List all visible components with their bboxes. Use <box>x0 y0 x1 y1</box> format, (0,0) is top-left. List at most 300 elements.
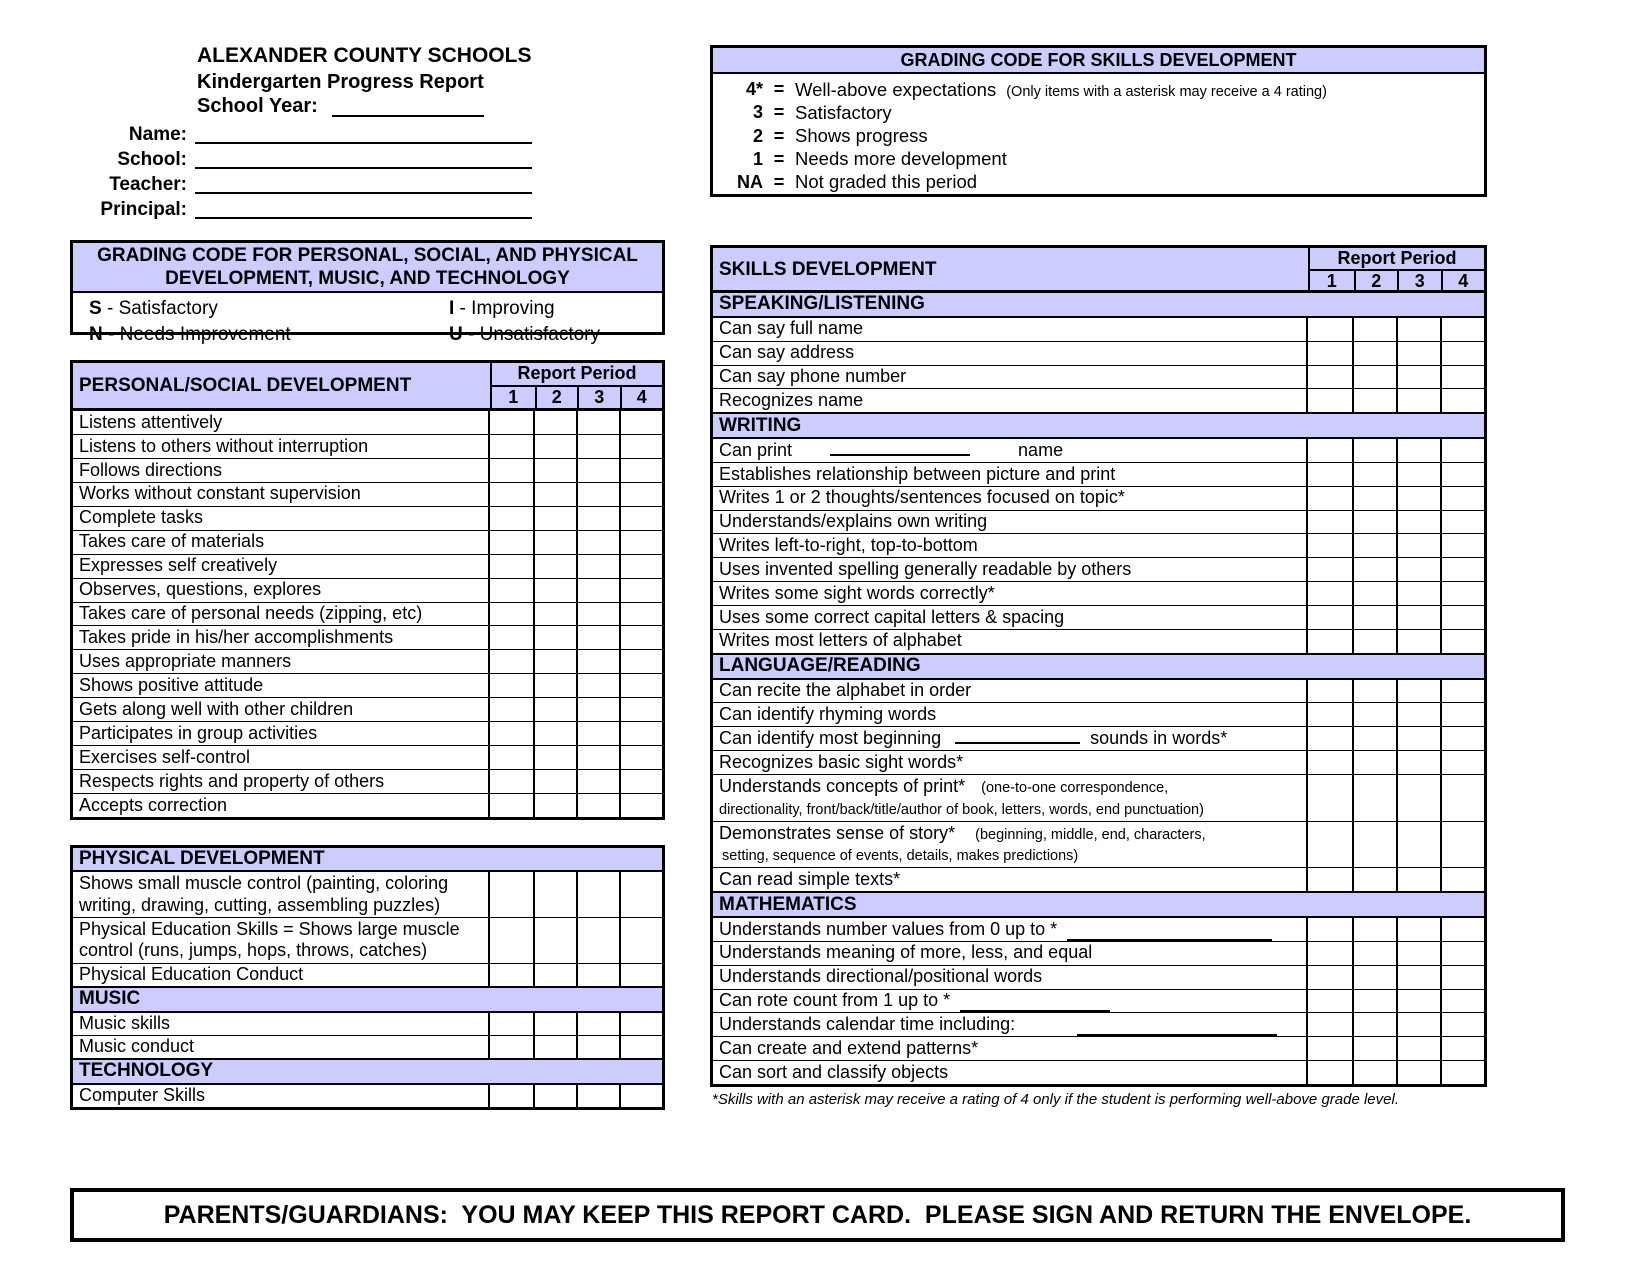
rating-cell-period-1[interactable] <box>490 722 533 745</box>
rating-cell-period-4[interactable] <box>1440 727 1484 750</box>
rating-cell-period-2[interactable] <box>1352 751 1396 774</box>
rating-cell-period-3[interactable] <box>1396 606 1440 629</box>
rating-cell-period-4[interactable] <box>619 603 662 626</box>
row-label <box>713 966 1308 989</box>
rating-cell-period-3[interactable] <box>1396 990 1440 1013</box>
rating-cell-period-1[interactable] <box>490 411 533 434</box>
rating-cell-period-3[interactable] <box>1396 751 1440 774</box>
rating-cell-period-4[interactable] <box>619 722 662 745</box>
rating-cell-period-1[interactable] <box>490 435 533 458</box>
rating-cell-period-3[interactable] <box>576 794 619 817</box>
report-period-4: 4 <box>1441 271 1485 292</box>
rating-cell-period-4[interactable] <box>619 435 662 458</box>
rating-cell-period-3[interactable] <box>1396 727 1440 750</box>
text-segment: setting, sequence of events, details, makes predictions) <box>722 848 1079 865</box>
rating-cell-period-4[interactable] <box>619 531 662 554</box>
rating-cell-period-1[interactable] <box>1308 966 1352 989</box>
rating-cell-period-3[interactable] <box>1396 942 1440 965</box>
rating-cell-period-2[interactable] <box>1352 868 1396 891</box>
rating-cell-period-2[interactable] <box>533 483 576 506</box>
row-label <box>713 990 1308 1013</box>
rating-cell-period-2[interactable] <box>1352 1061 1396 1084</box>
rating-cell-period-4[interactable] <box>1440 582 1484 605</box>
rating-cell-period-1[interactable] <box>490 555 533 578</box>
rating-cell-period-4[interactable] <box>619 1013 662 1035</box>
row-label <box>713 1061 1308 1084</box>
rating-cell-period-2[interactable] <box>533 770 576 793</box>
rating-cell-period-2[interactable] <box>1352 487 1396 510</box>
row-label <box>73 964 490 986</box>
rating-cell-period-4[interactable] <box>619 918 662 963</box>
text-segment: Establishes relationship between picture and print <box>719 463 1116 484</box>
row-label <box>73 698 490 721</box>
school-year-label: School Year: <box>197 95 318 117</box>
grading-code-skills-title: GRADING CODE FOR SKILLS DEVELOPMENT <box>713 48 1484 74</box>
table-row <box>713 680 1484 703</box>
rating-cell-period-2[interactable] <box>533 918 576 963</box>
rating-cell-period-3[interactable] <box>576 411 619 434</box>
rating-cell-period-2[interactable] <box>533 531 576 554</box>
grading-code-personal-title-line2: DEVELOPMENT, MUSIC, AND TECHNOLOGY <box>165 268 570 289</box>
row-label <box>73 872 490 917</box>
rating-cell-period-2[interactable] <box>533 1013 576 1035</box>
text-segment: Works without constant supervision <box>79 483 361 504</box>
rating-cell-period-4[interactable] <box>1440 990 1484 1013</box>
row-label <box>713 582 1308 605</box>
text-segment: Gets along well with other children <box>79 698 354 719</box>
personal-social-table-header <box>73 363 662 411</box>
row-label <box>713 318 1308 341</box>
grading-code-letter: U <box>449 324 463 345</box>
rating-cell-period-2[interactable] <box>1352 511 1396 534</box>
grading-code-description: Satisfactory <box>795 101 892 123</box>
rating-cell-period-1[interactable] <box>1308 511 1352 534</box>
rating-cell-period-4[interactable] <box>1440 822 1484 868</box>
rating-cell-period-1[interactable] <box>1308 775 1352 821</box>
grading-code-personal-title <box>73 243 662 293</box>
rating-cell-period-2[interactable] <box>1352 389 1396 412</box>
rating-cell-period-2[interactable] <box>1352 990 1396 1013</box>
table-row <box>73 917 662 963</box>
fill-in-blank[interactable] <box>955 730 1080 744</box>
table-row <box>713 462 1484 486</box>
rating-cell-period-1[interactable] <box>1308 868 1352 891</box>
rating-cell-period-3[interactable] <box>576 603 619 626</box>
rating-cell-period-1[interactable] <box>490 579 533 602</box>
rating-cell-period-2[interactable] <box>533 964 576 986</box>
rating-cell-period-4[interactable] <box>619 770 662 793</box>
rating-cell-period-2[interactable] <box>1352 703 1396 726</box>
rating-cell-period-2[interactable] <box>1352 1037 1396 1060</box>
grading-code-description: Needs more development <box>795 148 1007 170</box>
rating-cell-period-1[interactable] <box>1308 606 1352 629</box>
rating-cell-period-1[interactable] <box>1308 727 1352 750</box>
rating-cell-period-3[interactable] <box>1396 918 1440 941</box>
text-segment: (beginning, middle, end, characters, <box>975 826 1206 843</box>
text-segment: Respects rights and property of others <box>79 770 385 791</box>
text-segment: Uses invented spelling generally readable by others <box>719 558 1132 579</box>
table-row <box>73 793 662 817</box>
table-row <box>713 510 1484 534</box>
rating-cell-period-3[interactable] <box>1396 463 1440 486</box>
rating-cell-period-1[interactable] <box>490 770 533 793</box>
rating-cell-period-1[interactable] <box>1308 990 1352 1013</box>
rating-cell-period-2[interactable] <box>533 411 576 434</box>
rating-cell-period-4[interactable] <box>1440 1061 1484 1084</box>
row-label <box>713 342 1308 365</box>
rating-cell-period-1[interactable] <box>490 746 533 769</box>
rating-cell-period-2[interactable] <box>533 674 576 697</box>
row-label <box>73 1036 490 1058</box>
rating-cell-period-4[interactable] <box>1440 318 1484 341</box>
rating-cell-period-3[interactable] <box>576 918 619 963</box>
rating-cell-period-1[interactable] <box>490 872 533 917</box>
grading-code-desc-cell <box>795 79 1484 101</box>
rating-cell-period-3[interactable] <box>1396 822 1440 868</box>
grading-code-note: (Only items with a asterisk may receive a 4 rating) <box>1006 83 1327 100</box>
row-label <box>73 674 490 697</box>
rating-cell-period-4[interactable] <box>619 674 662 697</box>
text-segment: Can sort and classify objects <box>719 1061 949 1082</box>
text-segment: directionality, front/back/title/author of book, letters, words, end punctuation) <box>719 801 1204 818</box>
rating-cell-period-2[interactable] <box>1352 942 1396 965</box>
rating-cell-period-1[interactable] <box>1308 630 1352 653</box>
rating-cell-period-3[interactable] <box>1396 868 1440 891</box>
rating-cell-period-2[interactable] <box>1352 727 1396 750</box>
rating-cell-period-2[interactable] <box>1352 1013 1396 1036</box>
rating-cell-period-3[interactable] <box>576 1036 619 1058</box>
rating-cell-period-3[interactable] <box>1396 582 1440 605</box>
report-period-1: 1 <box>1326 271 1337 291</box>
rating-cell-period-1[interactable] <box>490 603 533 626</box>
rating-cell-period-4[interactable] <box>1440 868 1484 891</box>
rating-cell-period-3[interactable] <box>1396 775 1440 821</box>
fill-in-blank[interactable] <box>830 442 970 456</box>
rating-cell-period-1[interactable] <box>490 918 533 963</box>
rating-cell-period-1[interactable] <box>1308 942 1352 965</box>
rating-cell-period-4[interactable] <box>619 964 662 986</box>
rating-cell-period-4[interactable] <box>619 872 662 917</box>
skills-table-body <box>713 293 1484 1084</box>
rating-cell-period-3[interactable] <box>576 435 619 458</box>
rating-cell-period-2[interactable] <box>533 579 576 602</box>
fill-in-blank[interactable] <box>960 998 1110 1012</box>
rating-cell-period-1[interactable] <box>490 964 533 986</box>
rating-cell-period-3[interactable] <box>576 674 619 697</box>
row-label <box>713 727 1308 750</box>
rating-cell-period-4[interactable] <box>619 1036 662 1058</box>
table-row <box>73 602 662 626</box>
rating-cell-period-2[interactable] <box>1352 966 1396 989</box>
grading-code-row <box>713 171 1484 194</box>
field-blank[interactable] <box>195 167 532 169</box>
rating-cell-period-3[interactable] <box>576 555 619 578</box>
rating-cell-period-3[interactable] <box>576 964 619 986</box>
field-blank[interactable] <box>195 217 532 219</box>
rating-cell-period-1[interactable] <box>1308 703 1352 726</box>
rating-cell-period-4[interactable] <box>1440 439 1484 462</box>
text-segment: Takes care of materials <box>79 531 265 552</box>
text-segment: Recognizes basic sight words* <box>719 751 964 772</box>
table-row <box>73 721 662 745</box>
rating-cell-period-4[interactable] <box>1440 1013 1484 1036</box>
rating-cell-period-4[interactable] <box>1440 775 1484 821</box>
text-segment: Exercises self-control <box>79 746 251 767</box>
rating-cell-period-2[interactable] <box>533 872 576 917</box>
rating-cell-period-3[interactable] <box>576 626 619 649</box>
rating-cell-period-1[interactable] <box>490 1036 533 1058</box>
field-label: Name: <box>128 124 187 145</box>
row-label <box>73 650 490 673</box>
rating-cell-period-3[interactable] <box>1396 487 1440 510</box>
rating-cell-period-2[interactable] <box>1352 534 1396 557</box>
row-label <box>713 463 1308 486</box>
rating-cell-period-3[interactable] <box>576 483 619 506</box>
rating-cell-period-3[interactable] <box>576 770 619 793</box>
report-period-3: 3 <box>1397 271 1441 292</box>
rating-cell-period-4[interactable] <box>619 746 662 769</box>
rating-cell-period-2[interactable] <box>1352 439 1396 462</box>
rating-cell-period-4[interactable] <box>1440 630 1484 653</box>
rating-cell-period-4[interactable] <box>1440 751 1484 774</box>
rating-cell-period-1[interactable] <box>1308 439 1352 462</box>
equals-sign: = <box>773 171 785 192</box>
rating-cell-period-2[interactable] <box>1352 366 1396 389</box>
table-row <box>713 821 1484 868</box>
rating-cell-period-2[interactable] <box>1352 463 1396 486</box>
rating-cell-period-1[interactable] <box>490 1085 533 1107</box>
rating-cell-period-3[interactable] <box>1396 389 1440 412</box>
rating-cell-period-2[interactable] <box>533 698 576 721</box>
rating-cell-period-3[interactable] <box>1396 534 1440 557</box>
rating-cell-period-3[interactable] <box>1396 1061 1440 1084</box>
rating-cell-period-2[interactable] <box>1352 680 1396 703</box>
grading-code-personal-title-line1: GRADING CODE FOR PERSONAL, SOCIAL, AND PHYSICAL <box>97 245 638 266</box>
rating-cell-period-3[interactable] <box>1396 511 1440 534</box>
student-field-row <box>70 121 540 146</box>
rating-cell-period-1[interactable] <box>1308 389 1352 412</box>
rating-cell-period-3[interactable] <box>576 579 619 602</box>
rating-cell-period-2[interactable] <box>533 650 576 673</box>
rating-cell-period-4[interactable] <box>1440 511 1484 534</box>
rating-cell-period-4[interactable] <box>1440 966 1484 989</box>
rating-cell-period-4[interactable] <box>1440 534 1484 557</box>
rating-cell-period-1[interactable] <box>1308 751 1352 774</box>
rating-cell-period-2[interactable] <box>1352 775 1396 821</box>
rating-cell-period-2[interactable] <box>533 555 576 578</box>
rating-cell-period-4[interactable] <box>1440 342 1484 365</box>
rating-cell-period-4[interactable] <box>1440 918 1484 941</box>
rating-cell-period-2[interactable] <box>1352 558 1396 581</box>
rating-cell-period-3[interactable] <box>1396 439 1440 462</box>
rating-cell-period-4[interactable] <box>1440 366 1484 389</box>
skills-table-title: SKILLS DEVELOPMENT <box>719 259 937 280</box>
rating-cell-period-1[interactable] <box>1308 918 1352 941</box>
rating-cell-period-3[interactable] <box>576 698 619 721</box>
rating-cell-period-4[interactable] <box>1440 487 1484 510</box>
rating-cell-period-1[interactable] <box>1308 1013 1352 1036</box>
rating-cell-period-1[interactable] <box>1308 822 1352 868</box>
grading-code-meaning: - Satisfactory <box>101 298 218 319</box>
rating-cell-period-4[interactable] <box>619 698 662 721</box>
rating-cell-period-1[interactable] <box>490 698 533 721</box>
table-row <box>73 769 662 793</box>
rating-cell-period-1[interactable] <box>1308 1037 1352 1060</box>
table-row <box>713 388 1484 412</box>
rating-cell-period-3[interactable] <box>1396 966 1440 989</box>
rating-cell-period-1[interactable] <box>1308 366 1352 389</box>
rating-cell-period-1[interactable] <box>490 650 533 673</box>
rating-cell-period-1[interactable] <box>490 507 533 530</box>
rating-cell-period-2[interactable] <box>533 1085 576 1107</box>
rating-cell-period-3[interactable] <box>1396 1013 1440 1036</box>
rating-cell-period-2[interactable] <box>1352 342 1396 365</box>
rating-cell-period-1[interactable] <box>490 531 533 554</box>
rating-cell-period-3[interactable] <box>576 1013 619 1035</box>
section-band-technology <box>73 1058 662 1084</box>
grading-code-value: 2 <box>752 125 763 146</box>
rating-cell-period-1[interactable] <box>1308 680 1352 703</box>
table-row <box>73 649 662 673</box>
row-label <box>713 366 1308 389</box>
rating-cell-period-3[interactable] <box>1396 558 1440 581</box>
rating-cell-period-1[interactable] <box>1308 487 1352 510</box>
text-segment: Can rote count from 1 up to * <box>719 990 951 1011</box>
rating-cell-period-1[interactable] <box>490 459 533 482</box>
rating-cell-period-1[interactable] <box>490 483 533 506</box>
rating-cell-period-1[interactable] <box>1308 342 1352 365</box>
rating-cell-period-1[interactable] <box>490 674 533 697</box>
rating-cell-period-3[interactable] <box>576 1085 619 1107</box>
rating-cell-period-3[interactable] <box>576 722 619 745</box>
rating-cell-period-4[interactable] <box>619 411 662 434</box>
rating-cell-period-4[interactable] <box>619 650 662 673</box>
rating-cell-period-2[interactable] <box>1352 318 1396 341</box>
rating-cell-period-4[interactable] <box>1440 606 1484 629</box>
rating-cell-period-4[interactable] <box>619 555 662 578</box>
rating-cell-period-4[interactable] <box>619 507 662 530</box>
rating-cell-period-2[interactable] <box>533 626 576 649</box>
table-row <box>73 458 662 482</box>
rating-cell-period-1[interactable] <box>490 626 533 649</box>
rating-cell-period-2[interactable] <box>533 722 576 745</box>
rating-cell-period-4[interactable] <box>619 794 662 817</box>
field-blank[interactable] <box>195 192 532 194</box>
rating-cell-period-3[interactable] <box>1396 342 1440 365</box>
text-segment: control (runs, jumps, hops, throws, catches) <box>79 940 428 961</box>
rating-cell-period-1[interactable] <box>490 794 533 817</box>
row-label <box>713 751 1308 774</box>
parents-guardians-banner <box>70 1188 1565 1242</box>
rating-cell-period-2[interactable] <box>533 746 576 769</box>
rating-cell-period-3[interactable] <box>576 507 619 530</box>
school-year-blank[interactable] <box>332 101 484 117</box>
grading-code-row <box>713 148 1484 171</box>
table-row <box>713 439 1484 462</box>
rating-cell-period-3[interactable] <box>1396 318 1440 341</box>
personal-social-table-title: PERSONAL/SOCIAL DEVELOPMENT <box>79 374 412 396</box>
rating-cell-period-2[interactable] <box>1352 582 1396 605</box>
table-row <box>73 434 662 458</box>
report-title: Kindergarten Progress Report <box>197 71 484 93</box>
table-row <box>713 1012 1484 1036</box>
rating-cell-period-4[interactable] <box>1440 558 1484 581</box>
rating-cell-period-3[interactable] <box>1396 1037 1440 1060</box>
rating-cell-period-3[interactable] <box>576 872 619 917</box>
rating-cell-period-3[interactable] <box>576 459 619 482</box>
rating-cell-period-2[interactable] <box>1352 918 1396 941</box>
rating-cell-period-2[interactable] <box>1352 822 1396 868</box>
rating-cell-period-3[interactable] <box>576 650 619 673</box>
rating-cell-period-4[interactable] <box>619 626 662 649</box>
rating-cell-period-2[interactable] <box>533 435 576 458</box>
text-segment: Listens attentively <box>79 411 223 432</box>
rating-cell-period-3[interactable] <box>1396 680 1440 703</box>
school-name: ALEXANDER COUNTY SCHOOLS <box>197 44 532 67</box>
field-blank[interactable] <box>195 142 532 144</box>
rating-cell-period-4[interactable] <box>1440 1037 1484 1060</box>
rating-cell-period-1[interactable] <box>1308 1061 1352 1084</box>
rating-cell-period-3[interactable] <box>576 746 619 769</box>
rating-cell-period-3[interactable] <box>1396 703 1440 726</box>
table-row <box>713 605 1484 629</box>
rating-cell-period-3[interactable] <box>1396 366 1440 389</box>
row-label <box>713 630 1308 653</box>
section-band-speaking-listening <box>713 293 1484 318</box>
row-label <box>73 722 490 745</box>
table-row <box>73 411 662 434</box>
row-label <box>713 942 1308 965</box>
row-label <box>73 459 490 482</box>
rating-cell-period-2[interactable] <box>533 459 576 482</box>
rating-cell-period-1[interactable] <box>490 1013 533 1035</box>
rating-cell-period-2[interactable] <box>533 794 576 817</box>
rating-cell-period-4[interactable] <box>1440 463 1484 486</box>
rating-cell-period-4[interactable] <box>619 459 662 482</box>
report-period-label: Report Period <box>1310 248 1484 271</box>
rating-cell-period-4[interactable] <box>1440 680 1484 703</box>
text-segment: Music conduct <box>79 1036 195 1057</box>
fill-in-blank[interactable] <box>1067 927 1272 941</box>
rating-cell-period-1[interactable] <box>1308 582 1352 605</box>
rating-cell-period-2[interactable] <box>533 603 576 626</box>
rating-cell-period-4[interactable] <box>619 1085 662 1107</box>
rating-cell-period-2[interactable] <box>533 1036 576 1058</box>
rating-cell-period-1[interactable] <box>1308 534 1352 557</box>
rating-cell-period-3[interactable] <box>576 531 619 554</box>
rating-cell-period-4[interactable] <box>619 579 662 602</box>
rating-cell-period-1[interactable] <box>1308 318 1352 341</box>
grading-code-letter: I <box>449 298 455 319</box>
rating-cell-period-1[interactable] <box>1308 558 1352 581</box>
rating-cell-period-4[interactable] <box>619 483 662 506</box>
rating-cell-period-4[interactable] <box>1440 389 1484 412</box>
fill-in-blank[interactable] <box>1077 1022 1277 1036</box>
table-row <box>713 867 1484 891</box>
rating-cell-period-2[interactable] <box>1352 630 1396 653</box>
rating-cell-period-2[interactable] <box>533 507 576 530</box>
grading-code-value: 3 <box>752 102 763 123</box>
rating-cell-period-3[interactable] <box>1396 630 1440 653</box>
rating-cell-period-4[interactable] <box>1440 942 1484 965</box>
row-label <box>73 483 490 506</box>
table-row <box>713 365 1484 389</box>
text-segment: Expresses self creatively <box>79 555 278 576</box>
rating-cell-period-2[interactable] <box>1352 606 1396 629</box>
rating-cell-period-1[interactable] <box>1308 463 1352 486</box>
equals-sign: = <box>773 125 785 146</box>
rating-cell-period-4[interactable] <box>1440 703 1484 726</box>
